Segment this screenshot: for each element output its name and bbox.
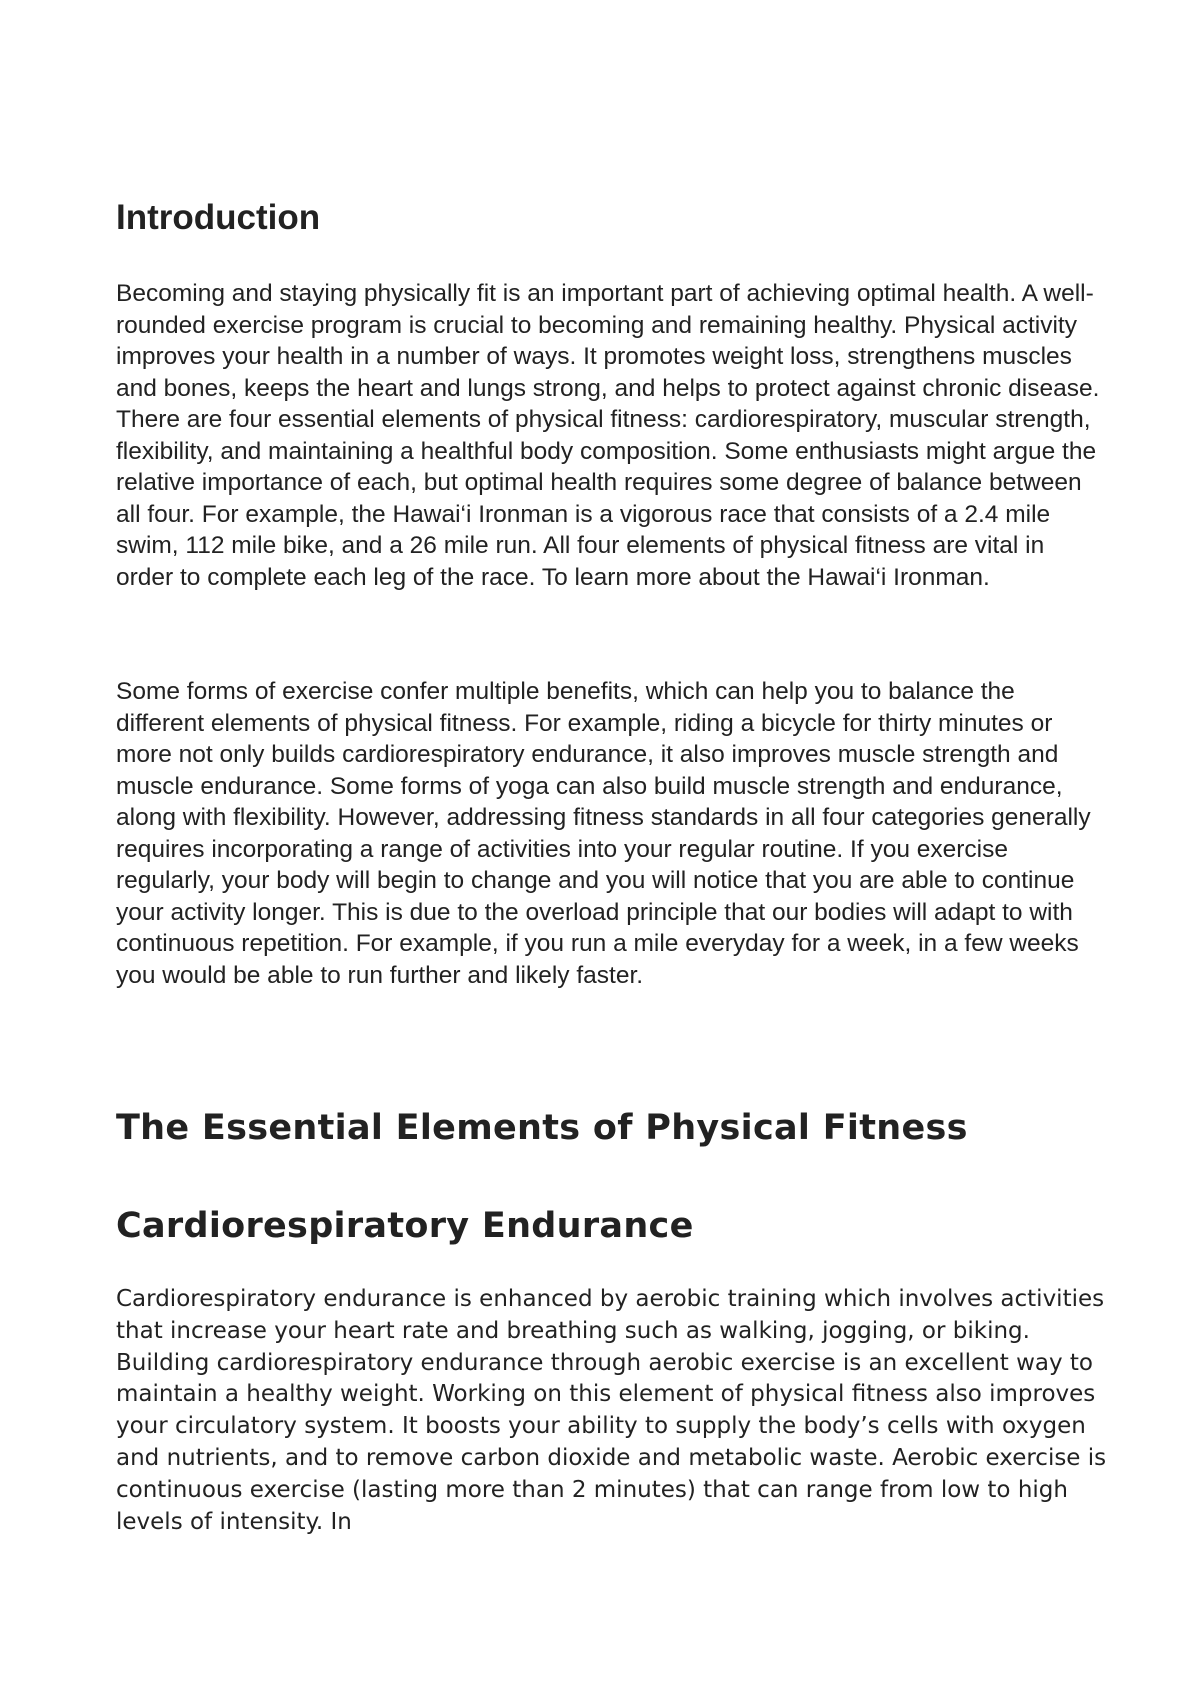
introduction-heading: Introduction (116, 198, 321, 237)
introduction-paragraph-2: Some forms of exercise confer multiple benefits, which can help you to balance the different elements of physical fitness. For example, riding a bicycle for thirty minutes or more not only builds cardiorespiratory endurance, it also improves muscle strength and muscle endurance. Some forms of yoga can also build muscle strength and endurance, along with flexibility. However, addressing fitness standards in all four categories generally requires incorporating a range of activities into your regular routine. If you exercise regularly, your body will begin to change and you will notice that you are able to continue your activity longer. This is due to the overload principle that our bodies will adapt to with continuous repetition. For example, if you run a mile everyday for a week, in a few weeks you would be able to run further and likely faster. (116, 678, 1091, 989)
essential-elements-heading: The Essential Elements of Physical Fitness (116, 1108, 968, 1148)
cardiorespiratory-heading: Cardiorespiratory Endurance (116, 1206, 694, 1246)
introduction-paragraph-1: Becoming and staying physically fit is an important part of achieving optimal health. A well-rounded exercise program is crucial to becoming and remaining healthy. Physical activity improves your health in a number of ways. It promotes weight loss, strengthens muscles and bones, keeps the heart and lungs strong, and helps to protect against chronic disease. There are four essential elements of physical fitness: cardiorespiratory, muscular strength, flexibility, and maintaining a healthful body composition. Some enthusiasts might argue the relative importance of each, but optimal health requires some degree of balance between all four. For example, the Hawai‘i Ironman is a vigorous race that consists of a 2.4 mile swim, 112 mile bike, and a 26 mile run. All four elements of physical fitness are vital in order to complete each leg of the race. To learn more about the Hawai‘i Ironman. (116, 280, 1100, 591)
cardiorespiratory-paragraph: Cardiorespiratory endurance is enhanced by aerobic training which involves activities that increase your heart rate and breathing such as walking, jogging, or biking. Building cardiorespiratory endurance through aerobic exercise is an excellent way to maintain a healthy weight. Working on this element of physical fitness also improves your circulatory system. It boosts your ability to supply the body’s cells with oxygen and nutrients, and to remove carbon dioxide and metabolic waste. Aerobic exercise is continuous exercise (lasting more than 2 minutes) that can range from low to high levels of intensity. In (116, 1286, 1107, 1535)
